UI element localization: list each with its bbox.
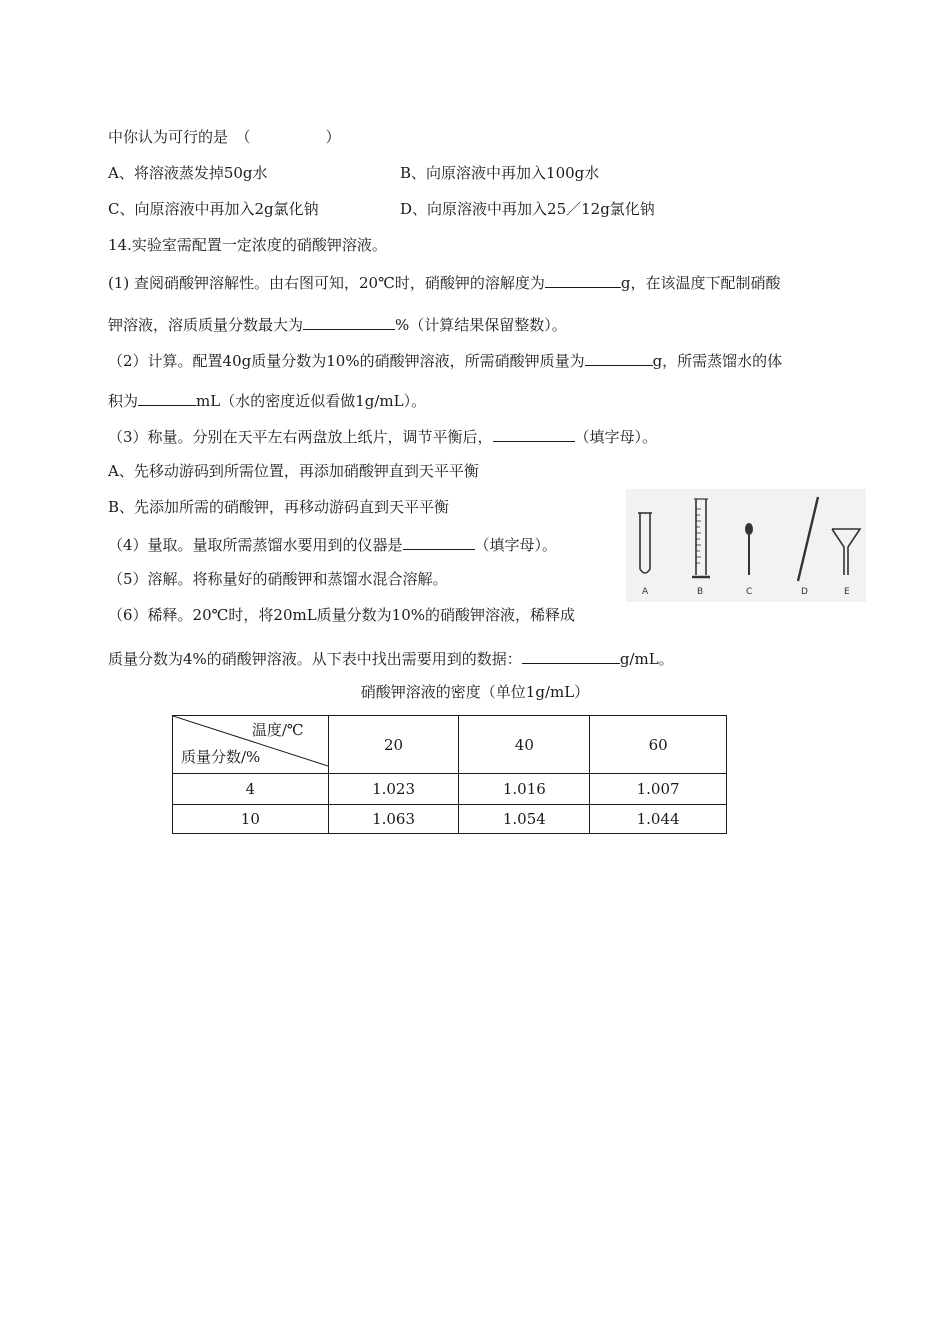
q14-part3-option-b: B、先添加所需的硝酸钾，再移动游码直到天平平衡 (108, 498, 450, 516)
apparatus-label-e: E (844, 587, 850, 597)
header-temp-40: 40 (459, 716, 590, 774)
apparatus-figure (626, 489, 866, 602)
q14-part2-text-a: （2）计算。配置40g质量分数为10%的硝酸钾溶液，所需硝酸钾质量为 (108, 352, 585, 370)
row-fraction-10: 10 (173, 805, 329, 834)
apparatus-label-a: A (642, 587, 649, 597)
q14-part4-line (108, 533, 557, 555)
q13-option-a: A、将溶液蒸发掉50g水 (108, 164, 268, 182)
q14-part3-text-b: （填字母）。 (574, 428, 658, 446)
q14-part6-line2 (108, 647, 674, 669)
q14-part2-text-d: mL（水的密度近似看做1g/mL）。 (196, 392, 427, 410)
graduated-cylinder-icon (692, 499, 710, 577)
q14-part1-text-c: 钾溶液，溶质质量分数最大为 (108, 316, 304, 334)
table-cell: 1.063 (328, 805, 459, 834)
funnel-icon (832, 529, 860, 575)
q14-part5-line: （5）溶解。将称量好的硝酸钾和蒸馏水混合溶解。 (108, 570, 448, 588)
q14-part4-text-a: （4）量取。量取所需蒸馏水要用到的仪器是 (108, 536, 403, 554)
header-temperature-label: 温度/℃ (251, 721, 304, 739)
answer-blank-solubility[interactable] (545, 271, 621, 288)
q14-part2-line2 (108, 389, 426, 411)
q13-option-c: C、向原溶液中再加入2g氯化钠 (108, 200, 319, 218)
q14-part2-text-c: 积为 (108, 392, 139, 410)
answer-blank-density[interactable] (522, 647, 620, 664)
q14-part3-option-a: A、先移动游码到所需位置，再添加硝酸钾直到天平平衡 (108, 462, 479, 480)
table-caption: 硝酸钾溶液的密度（单位1g/mL） (360, 683, 590, 701)
q13-tail: 中你认为可行的是 （ ） (108, 128, 341, 146)
table-row (173, 805, 727, 834)
q14-part1-line2 (108, 313, 567, 335)
table-corner-header (173, 716, 329, 774)
table-cell: 1.016 (459, 774, 590, 805)
apparatus-drawing (626, 489, 866, 602)
test-tube-icon (638, 513, 652, 573)
table-row (173, 774, 727, 805)
answer-blank-max-fraction[interactable] (303, 313, 395, 330)
header-temp-60: 60 (590, 716, 727, 774)
q14-part1-text-b: g，在该温度下配制硝酸 (620, 274, 781, 292)
header-temp-20: 20 (328, 716, 459, 774)
table-header-row (173, 716, 727, 774)
glass-rod-icon (798, 497, 818, 581)
q14-part2-text-b: g，所需蒸馏水的体 (652, 352, 783, 370)
table-cell: 1.044 (590, 805, 727, 834)
q14-part3-text-a: （3）称量。分别在天平左右两盘放上纸片，调节平衡后， (108, 428, 493, 446)
q14-part1-text-a: (1) 查阅硝酸钾溶解性。由右图可知，20℃时，硝酸钾的溶解度为 (108, 274, 545, 292)
table-cell: 1.023 (328, 774, 459, 805)
q14-part6-text-b: 质量分数为4%的硝酸钾溶液。从下表中找出需要用到的数据： (108, 650, 522, 668)
q14-part6-line1: （6）稀释。20℃时，将20mL质量分数为10%的硝酸钾溶液，稀释成 (108, 606, 576, 624)
q13-option-b: B、向原溶液中再加入100g水 (400, 164, 600, 182)
q14-part2-line1 (108, 349, 782, 371)
apparatus-label-d: D (801, 587, 808, 597)
row-fraction-4: 4 (173, 774, 329, 805)
dropper-icon (745, 523, 753, 575)
q14-part1-text-d: %（计算结果保留整数）。 (395, 316, 567, 334)
q14-stem: 14.实验室需配置一定浓度的硝酸钾溶液。 (108, 236, 387, 254)
q14-part1-line1 (108, 271, 781, 293)
answer-blank-water-volume[interactable] (138, 389, 196, 406)
q14-part3-line (108, 425, 657, 447)
q14-part4-text-b: （填字母）。 (474, 536, 558, 554)
answer-blank-weighing-choice[interactable] (493, 425, 575, 442)
table-cell: 1.007 (590, 774, 727, 805)
q14-part6-text-c: g/mL。 (619, 650, 674, 668)
answer-blank-kno3-mass[interactable] (585, 349, 653, 366)
table-cell: 1.054 (459, 805, 590, 834)
apparatus-label-c: C (746, 587, 753, 597)
density-table (172, 715, 727, 834)
answer-blank-instrument[interactable] (403, 533, 475, 550)
apparatus-label-b: B (697, 587, 704, 597)
q13-option-d: D、向原溶液中再加入25／12g氯化钠 (400, 200, 655, 218)
header-fraction-label: 质量分数/% (181, 748, 261, 766)
